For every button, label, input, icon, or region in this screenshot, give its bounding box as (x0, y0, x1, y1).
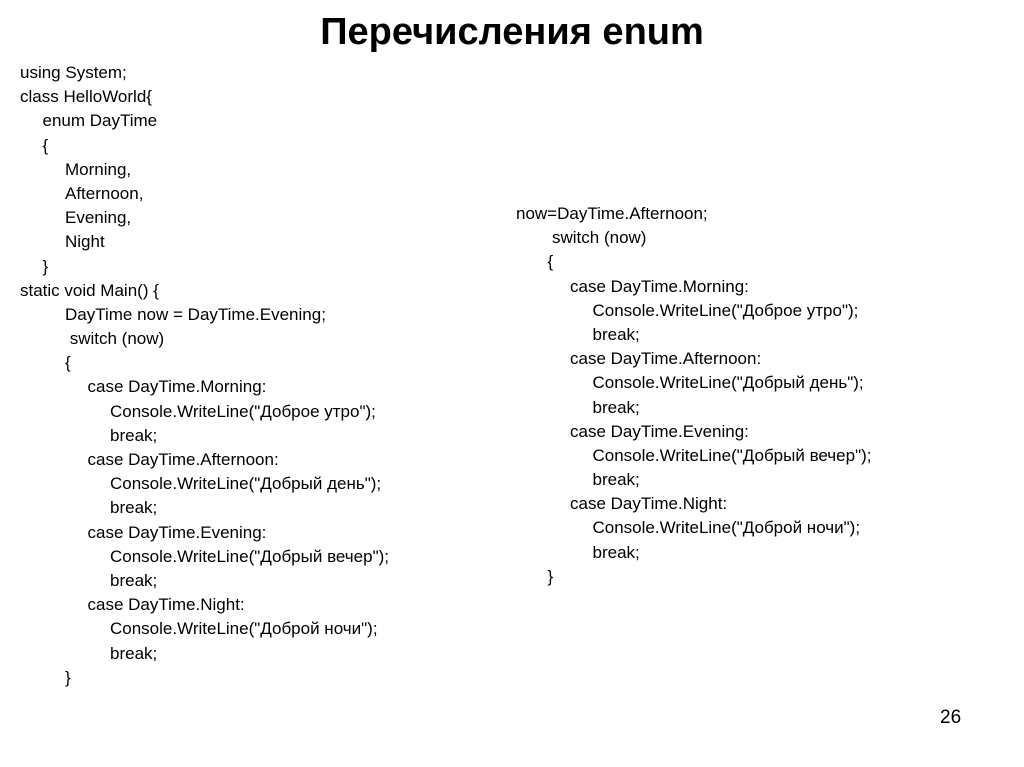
code-line: Evening, (65, 208, 132, 228)
code-line: Console.WriteLine("Добрый вечер"); (110, 546, 389, 566)
code-line: case DayTime.Afternoon: (87, 450, 279, 469)
code-line: { (42, 135, 49, 155)
code-line: break; (110, 643, 158, 663)
code-line: Console.WriteLine("Добрый день"); (592, 373, 864, 393)
code-line: case DayTime.Morning: (87, 377, 267, 397)
code-line: case DayTime.Night: (87, 595, 245, 615)
code-line: case DayTime.Evening: (87, 522, 267, 542)
code-line: break; (592, 397, 640, 417)
code-line: Night (65, 232, 105, 252)
page-number: 26 (940, 707, 962, 728)
code-line: switch (now) (552, 228, 647, 248)
code-line: enum DayTime (42, 111, 158, 131)
code-line: Console.WriteLine("Доброй ночи"); (592, 518, 861, 538)
code-listing-left (20, 61, 389, 690)
code-line: case DayTime.Night: (570, 494, 728, 514)
code-line: Morning, (65, 159, 132, 179)
code-line: break; (592, 470, 640, 490)
code-line: break; (592, 324, 640, 344)
code-line: } (42, 256, 49, 276)
code-line: Console.WriteLine("Доброй ночи"); (110, 619, 378, 639)
code-line: break; (110, 570, 158, 590)
code-line: Console.WriteLine("Добрый день"); (110, 474, 382, 494)
code-line: static void Main() { (20, 280, 159, 300)
code-line: } (65, 667, 71, 687)
code-line: using System; (20, 63, 127, 82)
code-line: break; (110, 425, 158, 445)
code-line: { (547, 252, 554, 272)
code-line: case DayTime.Morning: (570, 276, 749, 296)
code-listing-right (516, 202, 872, 589)
code-line: Console.WriteLine("Добрый вечер"); (592, 445, 872, 465)
code-line: break; (110, 498, 158, 518)
code-line: case DayTime.Afternoon: (570, 349, 762, 369)
code-line: Console.WriteLine("Доброе утро"); (592, 300, 859, 320)
code-line: Afternoon, (65, 183, 144, 203)
code-line: { (65, 353, 71, 373)
code-line: } (547, 566, 554, 586)
slide-title: Перечисления enum (320, 11, 704, 53)
code-line: class HelloWorld{ (20, 87, 152, 107)
code-line: now=DayTime.Afternoon; (516, 204, 708, 223)
code-line: case DayTime.Evening: (570, 421, 749, 441)
code-line: break; (592, 542, 640, 562)
code-line: Console.WriteLine("Доброе утро"); (110, 401, 376, 421)
code-line: switch (now) (65, 329, 165, 349)
code-line: DayTime now = DayTime.Evening; (65, 304, 326, 324)
